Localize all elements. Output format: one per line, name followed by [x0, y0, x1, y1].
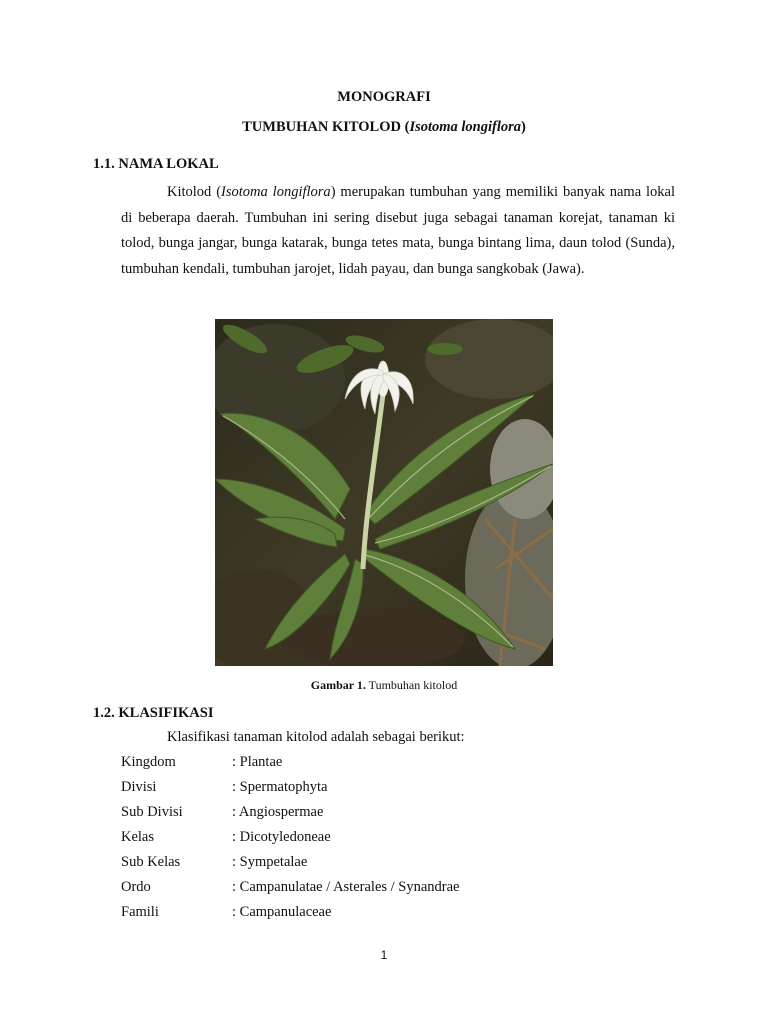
para-start: Kitolod ( — [167, 184, 222, 200]
rank-value: : Campanulatae / Asterales / Synandrae — [232, 879, 460, 895]
rank-label: Ordo — [121, 879, 151, 895]
document-subtitle — [0, 119, 768, 136]
rank-label: Kingdom — [121, 754, 176, 770]
figure-caption — [0, 678, 768, 693]
rank-label: Kelas — [121, 829, 155, 845]
subtitle-prefix: TUMBUHAN KITOLOD ( — [242, 119, 410, 135]
section-heading-nama-lokal: 1.1. NAMA LOKAL — [93, 156, 219, 172]
rank-value: : Dicotyledoneae — [232, 829, 331, 845]
rank-label: Sub Divisi — [121, 804, 183, 820]
para-rest: ) merupakan tumbuhan yang memiliki banyak nama lokal di beberapa daerah. Tumbuhan ini sering disebut juga sebagai tanaman korejat, tanaman ki tolod, bunga jangar, bunga katarak, bunga tetes mata, bunga bintang lima, daun tolod (Sunda), tumbuhan kendali, tumbuhan jarojet, lidah payau, dan bunga sangkobak (Jawa). — [121, 184, 676, 277]
para-latin-name: Isotoma longiflora — [221, 184, 331, 200]
figure-caption-text: Tumbuhan kitolod — [365, 678, 458, 692]
klasifikasi-intro: Klasifikasi tanaman kitolod adalah sebagai berikut: — [167, 729, 465, 745]
figure-label: Gambar 1. — [310, 678, 366, 692]
subtitle-latin-name: Isotoma longiflora — [409, 119, 522, 135]
rank-label: Divisi — [121, 779, 157, 795]
rank-value: : Spermatophyta — [232, 779, 328, 795]
plant-photo — [215, 319, 553, 666]
rank-value: : Sympetalae — [232, 854, 308, 870]
subtitle-suffix: ) — [521, 119, 526, 135]
rank-value: : Angiospermae — [232, 804, 324, 820]
rank-label: Sub Kelas — [121, 854, 181, 870]
nama-lokal-paragraph — [121, 180, 675, 282]
rank-label: Famili — [121, 904, 159, 920]
rank-value: : Campanulaceae — [232, 904, 332, 920]
rank-value: : Plantae — [232, 754, 283, 770]
page-number: 1 — [380, 948, 388, 962]
section-heading-klasifikasi: 1.2. KLASIFIKASI — [93, 705, 214, 721]
document-title: MONOGRAFI — [337, 89, 431, 105]
